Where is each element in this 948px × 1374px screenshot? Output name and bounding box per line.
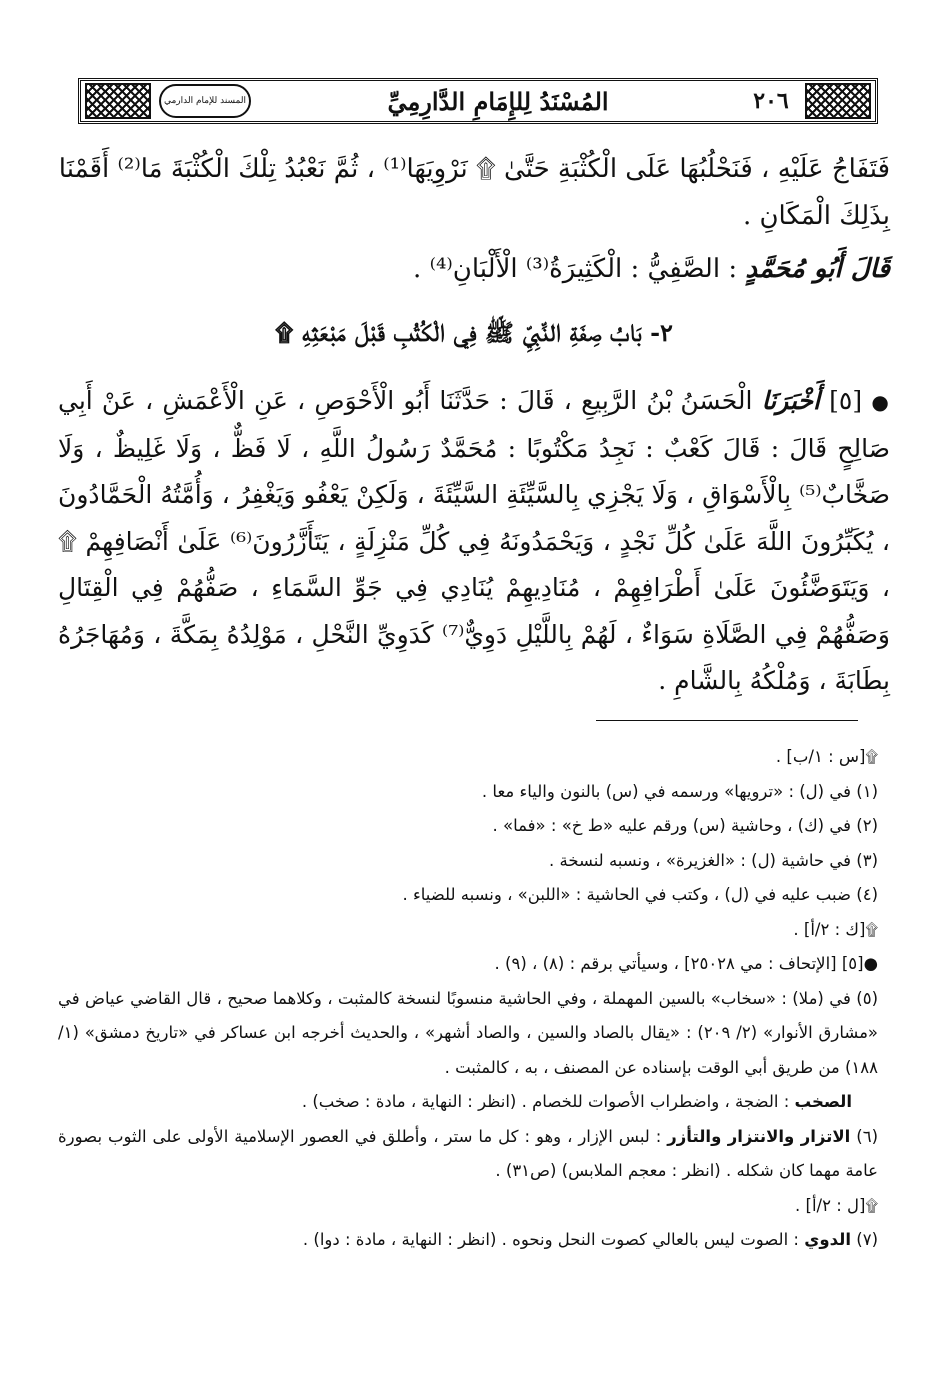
footnote-7 bbox=[58, 1223, 878, 1258]
gloss-term: الصخب bbox=[794, 1092, 852, 1111]
author-label: قَالَ أَبُو مُحَمَّدٍ bbox=[745, 254, 890, 284]
gloss-definition: : الصوت ليس بالعالي كصوت النحل ونحوه . (انظر : النهاية ، مادة : دوا) . bbox=[302, 1230, 799, 1249]
author-comment bbox=[58, 246, 890, 293]
book-title: المُسْنَدُ لِلإِمَامِ الدَّارِمِيِّ bbox=[387, 86, 609, 116]
akhbarana-label: أَخْبَرَنَا bbox=[761, 386, 820, 415]
book-seal-logo: المسند للإمام الدارمي bbox=[159, 84, 251, 118]
hadith-number: [٥] bbox=[829, 386, 863, 415]
bullet-icon: ● bbox=[863, 954, 878, 973]
manuscript-marker: ۩[ك : ٢/أ] . bbox=[793, 919, 878, 939]
chapter-heading: ٢- بَابُ صِفَةِ النَّبِيِّ ﷺ فِي الْكُتُبِ قَبْلَ مَبْعَثِهِ ۩ bbox=[275, 318, 673, 347]
right-ornament-icon bbox=[805, 83, 871, 119]
footnote-2: (٢) في (ك) ، وحاشية (س) ورقم عليه «ط خ» : «فما» . bbox=[492, 816, 878, 835]
footnote-6 bbox=[58, 1120, 878, 1189]
gloss-term: الاتزار والانتزار والتأزر bbox=[667, 1126, 851, 1146]
page-number: ٢٠٦ bbox=[753, 88, 789, 114]
running-header bbox=[78, 78, 878, 124]
footnote-4: (٤) ضبب عليه في (ل) ، وكتب في الحاشية : «اللبن» ، ونسبه للضياء . bbox=[402, 885, 878, 904]
footnote-number: (٧) bbox=[856, 1230, 878, 1249]
footnote-1: (١) في (ل) : «ترويها» ورسمه في (س) بالنون والياء معا . bbox=[481, 781, 878, 801]
hadith-paragraph bbox=[58, 378, 890, 705]
footnote-number: (٦) bbox=[856, 1126, 878, 1146]
bullet-icon: ● bbox=[871, 390, 891, 414]
text-line: بِذَلِكَ الْمَكَانِ . bbox=[742, 201, 890, 231]
footnote-5: (٥) في (ملا) : «سخاب» بالسين المهملة ، وفي الحاشية منسوبًا لنسخة كالمثبت ، وكلاهما صحيح ، قال القاضي عياض في «مشارق الأنوار» (٢/ ٢٠٩) : «يقال بالصاد والسين ، والصاد أشهر» ، والحديث أخرجه ابن عساكر في «تاريخ دمشق» (١/ ١٨٨) من طريق أبي الوقت بإسناده عن المصنف ، به ، كالمثبت . bbox=[58, 988, 878, 1077]
manuscript-marker: ۩[ل : ٢/أ] . bbox=[795, 1195, 878, 1215]
ithaf-text: [٥] [الإتحاف : مي ٢٥٠٢٨] ، وسيأتي برقم : (٨) ، (٩) . bbox=[494, 954, 864, 973]
ithaf-reference bbox=[58, 947, 878, 982]
footnote-divider bbox=[596, 720, 858, 721]
text-line: فَتَفَاجُ عَلَيْهِ ، فَنَحْلُبُهَا عَلَى الْكُثْبَةِ حَتَّىٰ ۩ نَرْوِيَهَا⁽¹⁾ ، ثُمَّ نَعْبُدُ تِلْكَ الْكُثْبَةَ مَا⁽²⁾ أَقَمْنَا bbox=[58, 154, 890, 184]
footnote-3: (٣) في حاشية (ل) : «الغزيرة» ، ونسبه لنسخة . bbox=[549, 850, 878, 870]
manuscript-marker: ۩[س : ١/ب] . bbox=[775, 747, 878, 766]
footnotes bbox=[58, 740, 878, 1258]
gloss-definition: : الضجة ، واضطراب الأصوات للخصام . (انظر : النهاية ، مادة : صخب) . bbox=[301, 1092, 790, 1111]
hadith-text: الْحَسَنُ بْنُ الرَّبِيعِ ، قَالَ : حَدَّثَنَا أَبُو الْأَحْوَصِ ، عَنِ الْأَعْمَشِ ، عَنْ أَبِي صَالِحٍ قَالَ : قَالَ كَعْبٌ : نَجِدُ مَكْتُوبًا : مُحَمَّدٌ رَسُولُ اللَّهِ ، لَا فَظٌّ ، وَلَا غَلِيظٌ ، وَلَا صَخَّابٌ⁽⁵⁾ بِالْأَسْوَاقِ ، وَلَا يَجْزِي بِالسَّيِّئَةِ السَّيِّئَةَ ، وَلَكِنْ يَعْفُو وَيَغْفِرُ ، وَأُمَّتُهُ الْحَمَّادُونَ ، يُكَبِّرُونَ اللَّهَ عَلَىٰ كُلِّ نَجْدٍ ، وَيَحْمَدُونَهُ فِي كُلِّ مَنْزِلَةٍ ، يَتَأَزَّرُونَ⁽⁶⁾ عَلَىٰ أَنْصَافِهِمْ ۩ ، وَيَتَوَضَّئُونَ عَلَىٰ أَطْرَافِهِمْ ، مُنَادِيهِمْ يُنَادِي فِي جَوِّ السَّمَاءِ ، صَفُّهُمْ فِي الْقِتَالِ وَصَفُّهُمْ فِي الصَّلَاةِ سَوَاءٌ ، لَهُمْ بِاللَّيْلِ دَوِيٌّ⁽⁷⁾ كَدَوِيِّ النَّحْلِ ، مَوْلِدُهُ بِمَكَّةَ ، وَمُهَاجَرُهُ بِطَابَةَ ، وَمُلْكُهُ بِالشَّامِ . bbox=[58, 386, 890, 695]
paragraph-continuation bbox=[58, 146, 890, 240]
author-comment-text: : الصَّفِيُّ : الْكَثِيرَةُ⁽³⁾ الْأَلْبَانِ⁽⁴⁾ . bbox=[413, 254, 738, 284]
gloss-term: الدوي bbox=[804, 1230, 851, 1249]
left-ornament-icon bbox=[85, 83, 151, 119]
footnote-5-gloss bbox=[58, 1085, 878, 1120]
gloss-definition: : لبس الإزار ، وهو : كل ما ستر ، وأطلق في العصور الإسلامية الأولى على الثوب بصورة عامة مهما كان شكله . (انظر : معجم الملابس) (ص٣١) . bbox=[58, 1126, 878, 1180]
